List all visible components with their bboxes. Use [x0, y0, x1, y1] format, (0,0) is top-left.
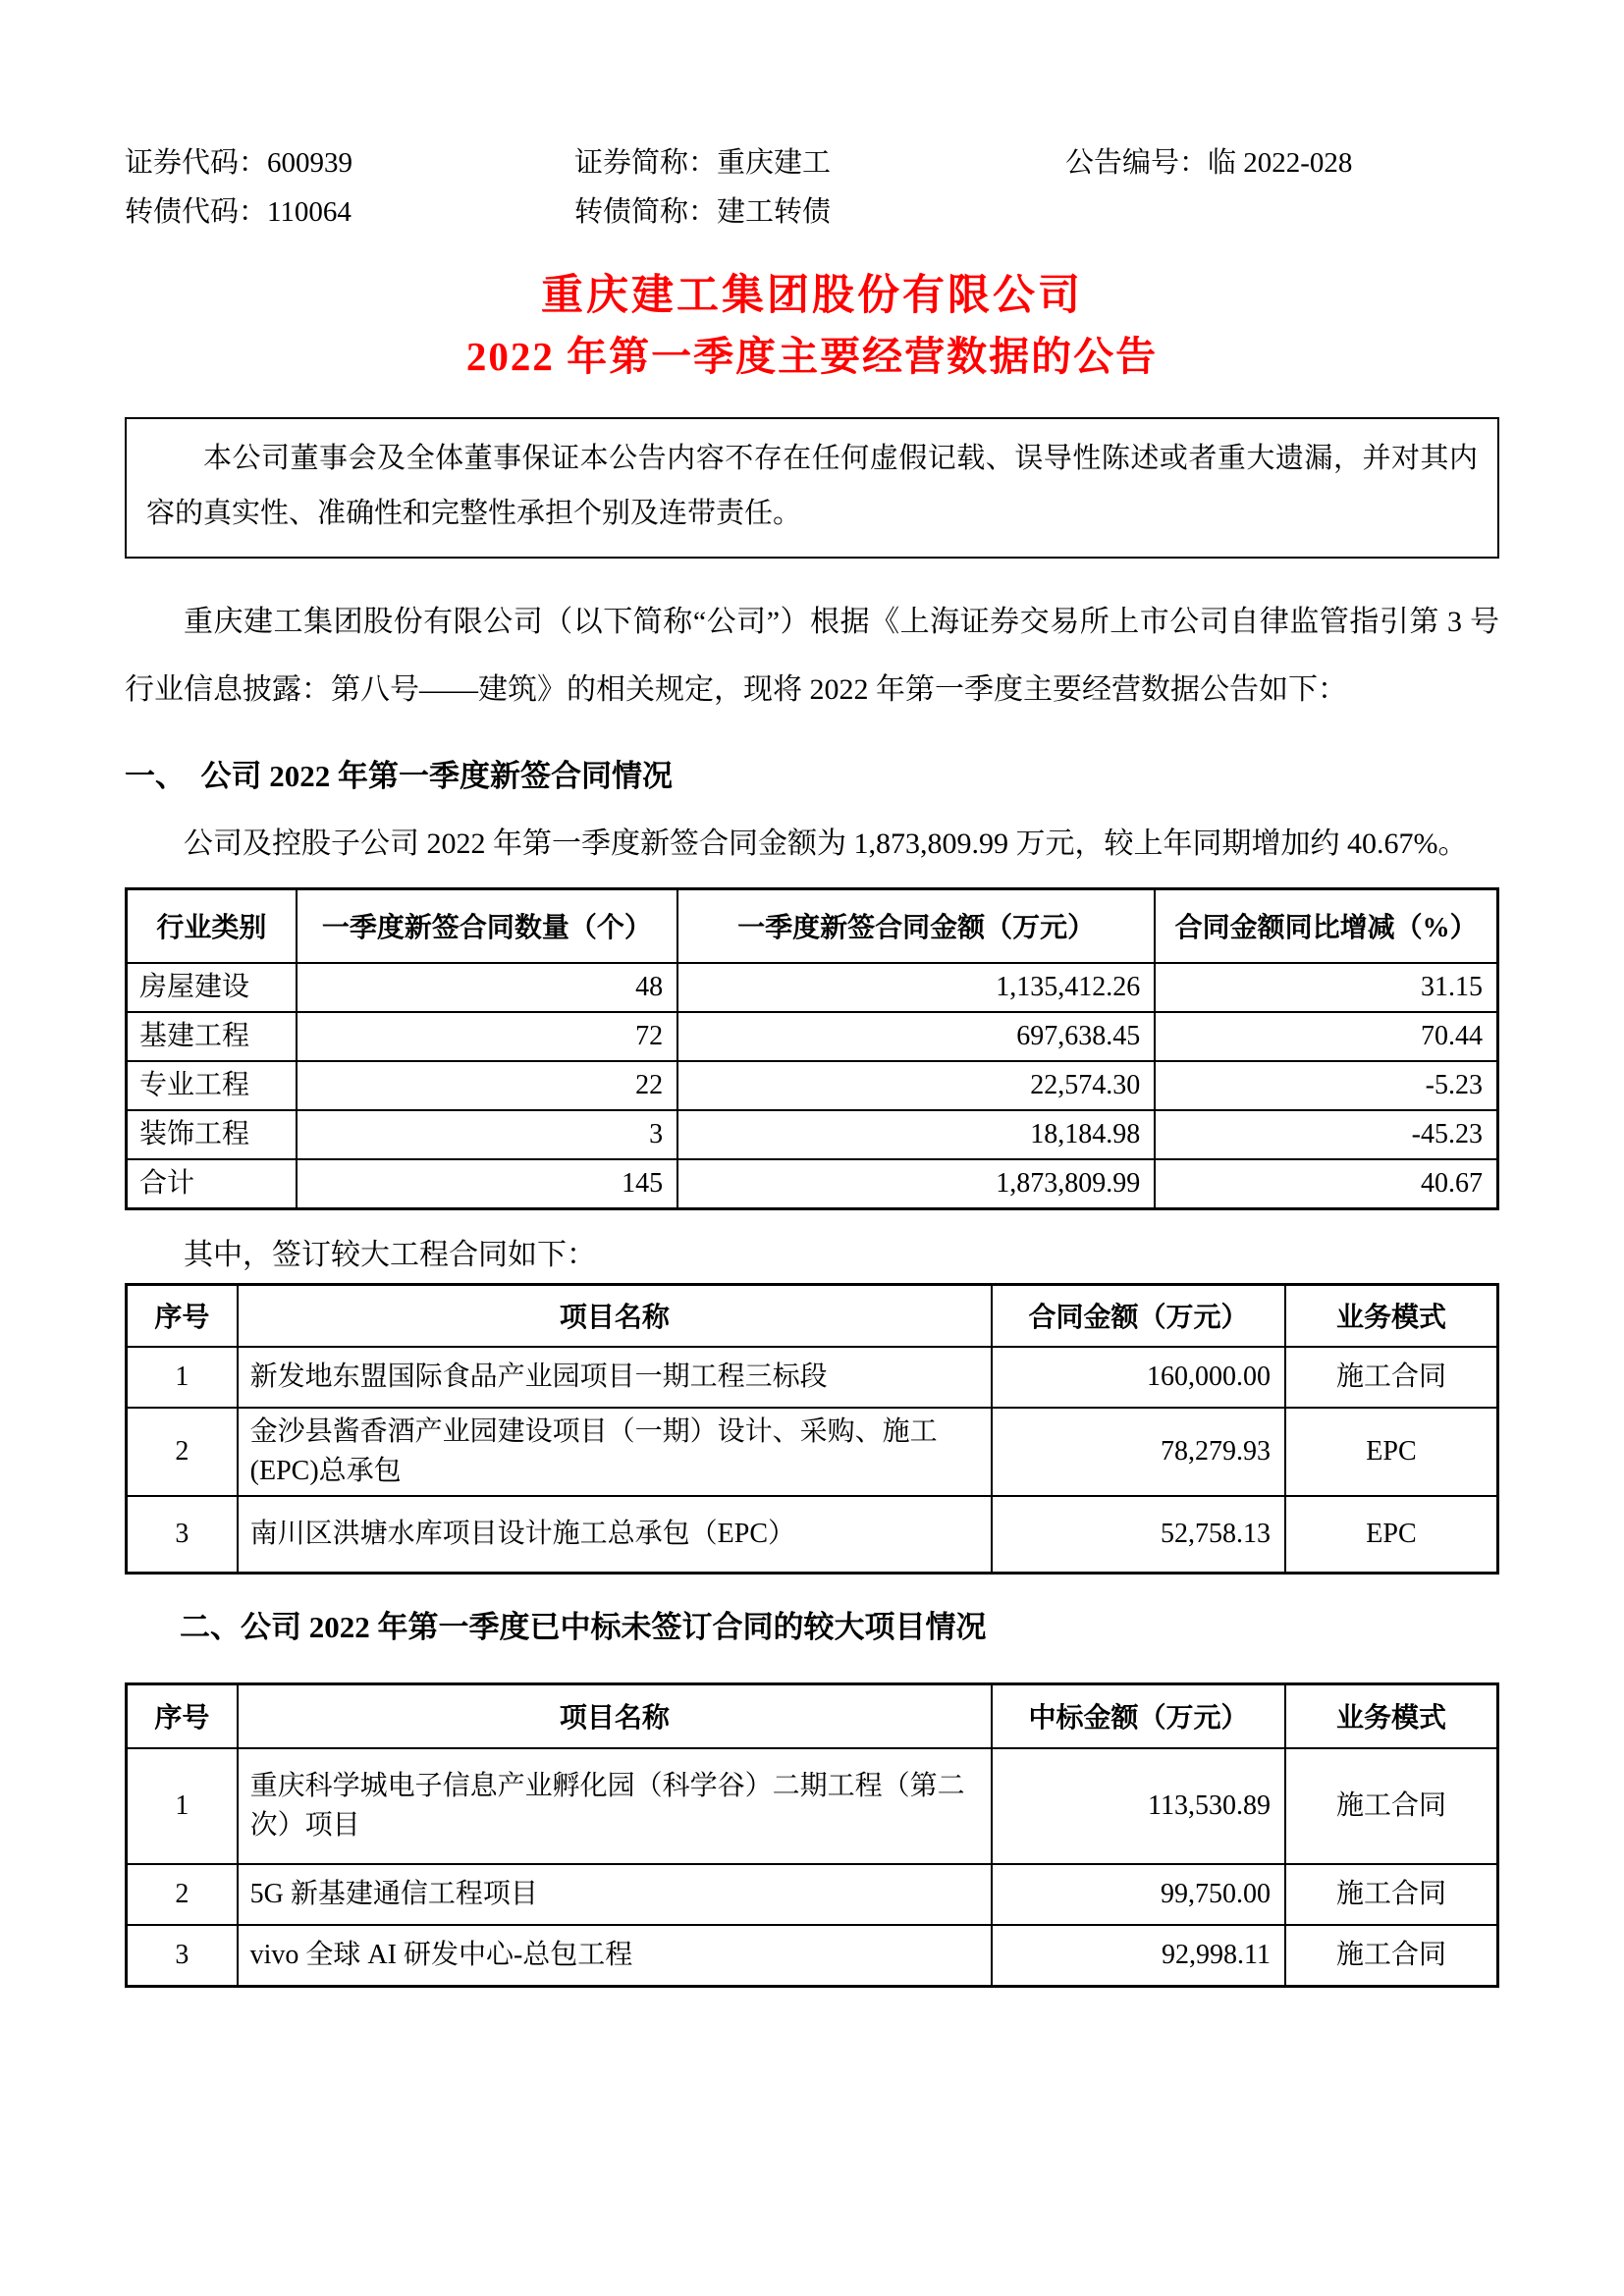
table-row	[127, 1012, 1498, 1061]
mode-cell: 施工合同	[1285, 1925, 1498, 1986]
col-header-index: 序号	[127, 1284, 238, 1347]
security-short-name: 证券简称：重庆建工	[574, 147, 832, 179]
table-header-row	[127, 1683, 1498, 1748]
section1-paragraph: 公司及控股子公司 2022 年第一季度新签合同金额为 1,873,809.99 万元，较上年同期增加约 40.67%。	[184, 828, 1468, 860]
bond-code: 转债代码：110064	[125, 196, 352, 228]
announcement-title: 2022 年第一季度主要经营数据的公告	[465, 334, 1159, 379]
mode-cell: EPC	[1285, 1408, 1498, 1496]
company-title: 重庆建工集团股份有限公司	[541, 273, 1083, 319]
security-code: 证券代码：600939	[125, 147, 353, 179]
index-cell: 2	[127, 1408, 238, 1496]
industry-cell: 合计	[127, 1159, 297, 1209]
project-name-cell: 新发地东盟国际食品产业园项目一期工程三标段	[238, 1347, 992, 1408]
table-row	[127, 1408, 1498, 1496]
col-header-project: 项目名称	[238, 1284, 992, 1347]
amount-cell: 160,000.00	[992, 1347, 1285, 1408]
col-header-project: 项目名称	[238, 1683, 992, 1748]
industry-cell: 装饰工程	[127, 1110, 297, 1159]
col-header-index: 序号	[127, 1683, 238, 1748]
count-cell: 145	[297, 1159, 677, 1209]
table-row	[127, 1748, 1498, 1864]
major-contracts-note: 其中，签订较大工程合同如下：	[184, 1238, 596, 1271]
mode-cell: 施工合同	[1285, 1347, 1498, 1408]
project-name-cell: 金沙县酱香酒产业园建设项目（一期）设计、采购、施工(EPC)总承包	[238, 1408, 992, 1496]
new-contract-summary-table	[125, 887, 1499, 1210]
index-cell: 1	[127, 1347, 238, 1408]
yoy-cell: 70.44	[1155, 1012, 1497, 1061]
project-name-cell: vivo 全球 AI 研发中心-总包工程	[238, 1925, 992, 1986]
table-header-row	[127, 1284, 1498, 1347]
yoy-cell: -45.23	[1155, 1110, 1497, 1159]
announcement-number: 公告编号：临 2022-028	[1065, 147, 1353, 179]
amount-cell: 18,184.98	[677, 1110, 1155, 1159]
bid-amount-cell: 113,530.89	[992, 1748, 1285, 1864]
table-row	[127, 1347, 1498, 1408]
yoy-cell: 40.67	[1155, 1159, 1497, 1209]
table-row	[127, 1496, 1498, 1573]
index-cell: 2	[127, 1864, 238, 1925]
industry-cell: 专业工程	[127, 1061, 297, 1110]
section2-heading: 二、公司 2022 年第一季度已中标未签订合同的较大项目情况	[180, 1609, 987, 1644]
major-contracts-table	[125, 1283, 1499, 1575]
count-cell: 48	[297, 963, 677, 1012]
industry-cell: 房屋建设	[127, 963, 297, 1012]
amount-cell: 78,279.93	[992, 1408, 1285, 1496]
col-header-amount: 一季度新签合同金额（万元）	[677, 889, 1155, 963]
amount-cell: 1,135,412.26	[677, 963, 1155, 1012]
index-cell: 3	[127, 1925, 238, 1986]
industry-cell: 基建工程	[127, 1012, 297, 1061]
amount-cell: 52,758.13	[992, 1496, 1285, 1573]
table-row	[127, 963, 1498, 1012]
mode-cell: 施工合同	[1285, 1864, 1498, 1925]
amount-cell: 697,638.45	[677, 1012, 1155, 1061]
mode-cell: EPC	[1285, 1496, 1498, 1573]
project-name-cell: 5G 新基建通信工程项目	[238, 1864, 992, 1925]
section1-heading: 一、 公司 2022 年第一季度新签合同情况	[125, 759, 673, 793]
awarded-unsigned-projects-table	[125, 1682, 1499, 1988]
col-header-count: 一季度新签合同数量（个）	[297, 889, 677, 963]
col-header-yoy: 合同金额同比增减（%）	[1155, 889, 1497, 963]
table-row	[127, 1061, 1498, 1110]
intro-paragraph: 重庆建工集团股份有限公司（以下简称“公司”）根据《上海证券交易所上市公司自律监管指引第 3 号行业信息披露：第八号——建筑》的相关规定，现将 2022 年第一季度主要经营数据公告如下：	[125, 606, 1499, 706]
bond-short-name: 转债简称：建工转债	[574, 196, 832, 228]
index-cell: 1	[127, 1748, 238, 1864]
count-cell: 22	[297, 1061, 677, 1110]
project-name-cell: 南川区洪塘水库项目设计施工总承包（EPC）	[238, 1496, 992, 1573]
document-header	[125, 145, 1499, 231]
amount-cell: 1,873,809.99	[677, 1159, 1155, 1209]
table-row	[127, 1110, 1498, 1159]
amount-cell: 22,574.30	[677, 1061, 1155, 1110]
col-header-mode: 业务模式	[1285, 1284, 1498, 1347]
col-header-mode: 业务模式	[1285, 1683, 1498, 1748]
yoy-cell: 31.15	[1155, 963, 1497, 1012]
yoy-cell: -5.23	[1155, 1061, 1497, 1110]
mode-cell: 施工合同	[1285, 1748, 1498, 1864]
project-name-cell: 重庆科学城电子信息产业孵化园（科学谷）二期工程（第二次）项目	[238, 1748, 992, 1864]
count-cell: 3	[297, 1110, 677, 1159]
col-header-industry: 行业类别	[127, 889, 297, 963]
count-cell: 72	[297, 1012, 677, 1061]
table-row	[127, 1925, 1498, 1986]
table-row	[127, 1864, 1498, 1925]
bid-amount-cell: 99,750.00	[992, 1864, 1285, 1925]
col-header-amount: 合同金额（万元）	[992, 1284, 1285, 1347]
col-header-bid-amount: 中标金额（万元）	[992, 1683, 1285, 1748]
header-spacer	[1065, 194, 1499, 231]
table-header-row	[127, 889, 1498, 963]
disclaimer-text: 本公司董事会及全体董事保证本公告内容不存在任何虚假记载、误导性陈述或者重大遗漏，并对其内容的真实性、准确性和完整性承担个别及连带责任。	[146, 443, 1478, 529]
index-cell: 3	[127, 1496, 238, 1573]
bid-amount-cell: 92,998.11	[992, 1925, 1285, 1986]
disclaimer-box	[125, 417, 1499, 559]
table-total-row	[127, 1159, 1498, 1209]
